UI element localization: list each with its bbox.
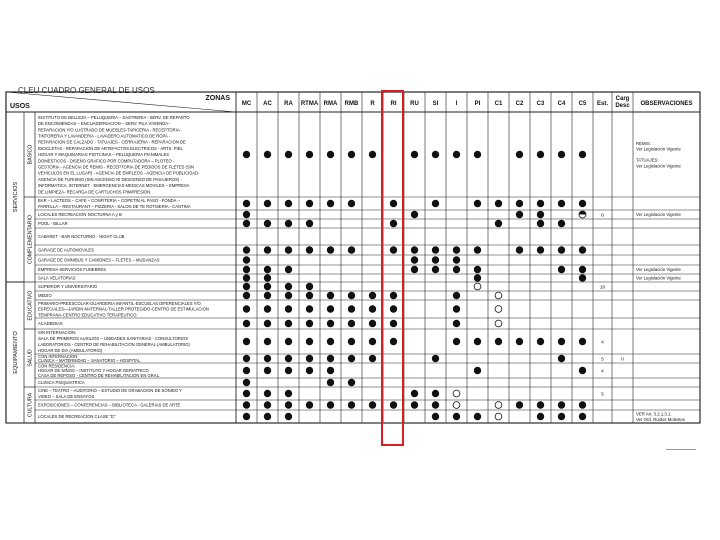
header-diagonal	[6, 92, 236, 112]
filled-dot-mark	[306, 320, 313, 327]
filled-dot-mark	[432, 200, 439, 207]
filled-dot-mark	[306, 151, 313, 158]
observation-text: REMIS:	[636, 140, 651, 146]
filled-dot-mark	[243, 355, 250, 362]
filled-dot-mark	[243, 256, 250, 263]
filled-dot-mark	[264, 338, 271, 345]
open-dot-mark	[453, 390, 460, 397]
filled-dot-mark	[264, 266, 271, 273]
observation-text: Ver Legislación Vigente	[636, 267, 681, 273]
observation-text: TATUAJES:	[636, 157, 659, 163]
filled-dot-mark	[264, 401, 271, 408]
filled-dot-mark	[264, 246, 271, 253]
group-label: EDUCATIVO	[27, 290, 34, 321]
use-text: BAR – LACTEOS – CAFE – CONFITERIA – COPETIN AL PASO - FONDA –	[38, 198, 180, 204]
use-text: MEDIO	[38, 293, 52, 299]
filled-dot-mark	[369, 355, 376, 362]
filled-dot-mark	[432, 256, 439, 263]
filled-dot-mark	[453, 246, 460, 253]
header-col-10: I	[455, 101, 458, 107]
use-text: CLINICA – MATERNIDAD – SANATORIO – HOSPITAL	[38, 358, 141, 364]
filled-dot-mark	[285, 292, 292, 299]
filled-dot-mark	[306, 401, 313, 408]
filled-dot-mark	[453, 151, 460, 158]
filled-dot-mark	[243, 413, 250, 420]
filled-dot-mark	[348, 338, 355, 345]
filled-dot-mark	[348, 379, 355, 386]
filled-dot-mark	[264, 305, 271, 312]
filled-dot-mark	[327, 367, 334, 374]
filled-dot-mark	[348, 292, 355, 299]
use-text: DOMESTICOS - DISEÑO GRAFICO POR COMPUTADORA – PLOTEO -	[38, 158, 175, 164]
page-top-cut-text: CLEU CUADRO GENERAL DE USOS	[18, 86, 155, 95]
filled-dot-mark	[285, 305, 292, 312]
use-text: TINTORERIA Y LAVANDERIA - LAVADERO AUTOMATICO DE ROPA -	[38, 133, 171, 139]
filled-dot-mark	[243, 274, 250, 281]
filled-dot-mark	[390, 220, 397, 227]
filled-dot-mark	[390, 320, 397, 327]
header-col-14: C3	[536, 101, 545, 107]
use-text: LOCALES RECREACION NOCTURNA A y B	[38, 212, 122, 218]
carg-value: II	[621, 357, 624, 363]
use-text: SUPERIOR Y UNIVERSITARIO	[38, 284, 98, 290]
filled-dot-mark	[243, 320, 250, 327]
filled-dot-mark	[390, 401, 397, 408]
use-text: LABORATORIOS - CENTRO DE REHABILITACION GENERAL (AMBULATORIO)	[38, 342, 190, 348]
filled-dot-mark	[558, 246, 565, 253]
header-col-4: RMA	[323, 101, 338, 107]
filled-dot-mark	[243, 401, 250, 408]
filled-dot-mark	[537, 246, 544, 253]
filled-dot-mark	[432, 266, 439, 273]
filled-dot-mark	[285, 283, 292, 290]
filled-dot-mark	[243, 283, 250, 290]
header-col-0: MC	[241, 101, 252, 107]
filled-dot-mark	[558, 401, 565, 408]
filled-dot-mark	[243, 211, 250, 218]
use-text: PARRILLA – RESTAURANT – PIZZERIA - SALON DE TE ROTISERIA - CANTINA	[38, 204, 191, 210]
filled-dot-mark	[432, 151, 439, 158]
filled-dot-mark	[306, 200, 313, 207]
filled-dot-mark	[474, 266, 481, 273]
filled-dot-mark	[474, 246, 481, 253]
header-col-3: RTMA	[300, 101, 319, 107]
filled-dot-mark	[348, 305, 355, 312]
filled-dot-mark	[306, 246, 313, 253]
filled-dot-mark	[264, 355, 271, 362]
filled-dot-mark	[390, 292, 397, 299]
filled-dot-mark	[327, 200, 334, 207]
use-text: CASA DE REPOSO - CENTRO DE REHABILITACION EN GRAL.	[38, 372, 161, 378]
filled-dot-mark	[327, 151, 334, 158]
filled-dot-mark	[243, 379, 250, 386]
filled-dot-mark	[453, 292, 460, 299]
filled-dot-mark	[474, 274, 481, 281]
group-label: BASICO	[27, 144, 34, 165]
observation-text: Ver Legislación Vigente	[636, 163, 681, 169]
filled-dot-mark	[453, 320, 460, 327]
filled-dot-mark	[285, 151, 292, 158]
filled-dot-mark	[327, 292, 334, 299]
filled-dot-mark	[411, 211, 418, 218]
filled-dot-mark	[243, 246, 250, 253]
filled-dot-mark	[264, 413, 271, 420]
filled-dot-mark	[390, 305, 397, 312]
category-label: SERVICIOS	[13, 181, 19, 213]
filled-dot-mark	[537, 401, 544, 408]
header-col-18-b: Desc	[615, 103, 630, 109]
header-col-17: Est.	[596, 101, 609, 107]
filled-dot-mark	[369, 338, 376, 345]
header-col-18: Carg	[615, 96, 630, 102]
filled-dot-mark	[516, 246, 523, 253]
use-text: INFORMATICA, INTERNET - EMERGENCIAS MEDICAS MOVILES – EMPRESA	[38, 183, 190, 189]
est-value: 10	[599, 285, 606, 291]
filled-dot-mark	[285, 338, 292, 345]
header-col-15: C4	[557, 101, 566, 107]
filled-dot-mark	[243, 200, 250, 207]
filled-dot-mark	[264, 200, 271, 207]
filled-dot-mark	[558, 220, 565, 227]
header-col-8: RU	[410, 101, 419, 107]
filled-dot-mark	[306, 283, 313, 290]
filled-dot-mark	[243, 390, 250, 397]
filled-dot-mark	[558, 413, 565, 420]
filled-dot-mark	[474, 367, 481, 374]
filled-dot-mark	[390, 338, 397, 345]
filled-dot-mark	[306, 367, 313, 374]
filled-dot-mark	[537, 200, 544, 207]
use-text: DE LIMPIEZA- RECARGA DE CARTUCHOS P/IMPRESION	[38, 189, 151, 195]
use-text: HOGAR DE NIÑOS – INSTITUTO Y HOGAR GERIATRICO	[38, 368, 149, 374]
filled-dot-mark	[579, 200, 586, 207]
open-dot-mark	[495, 402, 502, 409]
filled-dot-mark	[306, 338, 313, 345]
filled-dot-mark	[537, 220, 544, 227]
use-text: POOL - BILLAR	[38, 221, 68, 227]
filled-dot-mark	[579, 338, 586, 345]
header-col-11: PI	[474, 101, 481, 107]
use-text: ACADEMIAS	[38, 321, 63, 327]
filled-dot-mark	[579, 413, 586, 420]
open-dot-mark	[495, 320, 502, 327]
filled-dot-mark	[264, 151, 271, 158]
use-text: ESPECIALES—JARDIN MATERNAL-TALLER PROTEGIDO-CENTRO DE ESTIMULACION	[38, 306, 209, 312]
filled-dot-mark	[474, 413, 481, 420]
use-text: TEMPRANA-CENTRO EDUCATIVO TERAPEUTICO	[38, 312, 137, 318]
filled-dot-mark	[579, 274, 586, 281]
filled-dot-mark	[306, 220, 313, 227]
filled-dot-mark	[348, 151, 355, 158]
filled-dot-mark	[369, 292, 376, 299]
use-text: GESTORIA - AGENCIA DE REMIS - RECEPTORIA DE PEDIDOS DE FLETES (SIN	[38, 164, 194, 170]
est-value: 5	[601, 392, 604, 398]
filled-dot-mark	[411, 151, 418, 158]
use-text: BICICLETAS - REPARACION DE ARTEFACTOS ELECTRICOS - ARTS. PIEL	[38, 145, 183, 151]
filled-dot-mark	[474, 338, 481, 345]
est-value: 4	[601, 369, 604, 375]
filled-dot-mark	[369, 305, 376, 312]
header-col-7: RI	[390, 101, 397, 107]
filled-dot-mark	[285, 266, 292, 273]
use-text: CABARET - BAR NOCTURNO - NIGHT CLUB	[38, 234, 125, 240]
filled-dot-mark	[495, 200, 502, 207]
use-text: CON INTERNACION:	[38, 354, 79, 360]
filled-dot-mark	[558, 151, 565, 158]
filled-dot-mark	[264, 320, 271, 327]
filled-dot-mark	[243, 367, 250, 374]
filled-dot-mark	[579, 401, 586, 408]
use-text: REPARACION Y/O LUSTRADO DE MUEBLES-TAPICERIA - RECEPTORIA -	[38, 127, 182, 133]
filled-dot-mark	[285, 390, 292, 397]
filled-dot-mark	[243, 305, 250, 312]
filled-dot-mark	[243, 338, 250, 345]
filled-dot-mark	[558, 200, 565, 207]
table-grid	[4, 86, 714, 448]
filled-dot-mark	[411, 266, 418, 273]
filled-dot-mark	[453, 413, 460, 420]
zoning-uses-table	[4, 86, 714, 448]
filled-dot-mark	[495, 338, 502, 345]
header-usos-label: USOS	[10, 103, 30, 110]
filled-dot-mark	[432, 413, 439, 420]
filled-dot-mark	[537, 151, 544, 158]
observation-text: Ver Legislación Vigente	[636, 275, 681, 281]
filled-dot-mark	[474, 200, 481, 207]
filled-dot-mark	[285, 355, 292, 362]
filled-dot-mark	[264, 367, 271, 374]
use-text: CON RESIDENCIA:	[38, 363, 76, 369]
filled-dot-mark	[285, 200, 292, 207]
header-col-6: R	[370, 101, 375, 107]
use-text: REPARACION DE CALZADO - TATUAJES - CERRAJERIA - REPARACION DE	[38, 139, 186, 145]
filled-dot-mark	[306, 355, 313, 362]
filled-dot-mark	[579, 246, 586, 253]
filled-dot-mark	[558, 338, 565, 345]
filled-dot-mark	[411, 256, 418, 263]
header-col-19: OBSERVACIONES	[640, 101, 693, 107]
filled-dot-mark	[264, 283, 271, 290]
filled-dot-mark	[537, 338, 544, 345]
filled-dot-mark	[537, 211, 544, 218]
group-label: COMPLEMENTARIO	[27, 215, 34, 264]
filled-dot-mark	[243, 220, 250, 227]
filled-dot-mark	[264, 274, 271, 281]
filled-dot-mark	[243, 292, 250, 299]
open-dot-mark	[495, 292, 502, 299]
group-label: SALUD	[27, 349, 34, 367]
filled-dot-mark	[516, 200, 523, 207]
filled-dot-mark	[348, 200, 355, 207]
filled-dot-mark	[327, 246, 334, 253]
use-text: VEHICULOS EN EL LUGAR) - AGENCIA DE EMPLEOS - AGENCIA DE PUBLICIDAD-	[38, 170, 200, 176]
filled-dot-mark	[285, 413, 292, 420]
header-col-9: SI	[432, 101, 439, 107]
use-text: CLINICA PSIQUIATRICA	[38, 380, 85, 386]
filled-dot-mark	[579, 151, 586, 158]
est-value: 5	[601, 357, 604, 363]
filled-dot-mark	[285, 367, 292, 374]
use-text: EXPOSICIONES – CONFERENCIAS – BIBLIOTECA - GALERIAS DE ARTE	[38, 402, 181, 408]
filled-dot-mark	[327, 305, 334, 312]
open-dot-mark	[474, 283, 481, 290]
filled-dot-mark	[243, 266, 250, 273]
filled-dot-mark	[369, 320, 376, 327]
filled-dot-mark	[306, 292, 313, 299]
filled-dot-mark	[327, 320, 334, 327]
filled-dot-mark	[369, 151, 376, 158]
filled-dot-mark	[432, 246, 439, 253]
use-text: PRIMARIO-PREESCOLAR-GUARDERIA INFANTIL-ESCUELAS DIFERENCIALES Y/O	[38, 300, 201, 306]
use-text: SIN INTERNACION:	[38, 330, 77, 336]
category-label: EQUIPAMIENTO	[13, 331, 19, 374]
use-text: DE ENCOMIENDAS – ENCUADERNACION – SERV. PILA VIVIENDA-	[38, 121, 170, 127]
filled-dot-mark	[390, 246, 397, 253]
filled-dot-mark	[432, 355, 439, 362]
open-dot-mark	[453, 402, 460, 409]
filled-dot-mark	[558, 355, 565, 362]
filled-dot-mark	[495, 220, 502, 227]
observation-text: VER Art. 3.2.1.3.1.	[636, 411, 672, 417]
filled-dot-mark	[411, 401, 418, 408]
filled-dot-mark	[453, 256, 460, 263]
est-value: 4	[601, 340, 604, 346]
filled-dot-mark	[264, 390, 271, 397]
group-label: CULTURA	[27, 392, 34, 418]
filled-dot-mark	[516, 211, 523, 218]
use-text: CINE – TEATRO – AUDITORIO – ESTUDIO DE GRABACION DE SONIDO Y	[38, 388, 182, 394]
filled-dot-mark	[411, 390, 418, 397]
filled-dot-mark	[285, 401, 292, 408]
filled-dot-mark	[285, 220, 292, 227]
use-text: INSTITUTO DE BELLEZA – PELUQUERIA – SASTRERIA - SERV. DE REPARTO	[38, 114, 190, 120]
use-text: HOGAR DE DIA (AMBULATORIO)	[38, 348, 103, 354]
observation-text: Ver Legislación Vigente	[636, 212, 681, 218]
filled-dot-mark	[390, 200, 397, 207]
filled-dot-mark	[327, 379, 334, 386]
use-text: VIDEO – SALA DE ENSAYOS	[38, 394, 95, 400]
filled-dot-mark	[327, 401, 334, 408]
header-col-2: RA	[284, 101, 293, 107]
est-value: 8	[601, 213, 604, 219]
filled-dot-mark	[453, 305, 460, 312]
filled-dot-mark	[306, 305, 313, 312]
use-text: GARAGE DE OMNIBUS Y CAMIONES – FLETES – MUDANZAS	[38, 257, 160, 263]
filled-dot-mark	[327, 338, 334, 345]
use-text: AGENCIA DE TURISMO (SIN ASCENSO NI DESCENSO DE PASAJEROS) -	[38, 176, 182, 182]
filled-dot-mark	[285, 246, 292, 253]
filled-dot-mark	[285, 320, 292, 327]
page-dash-mark	[666, 449, 696, 450]
header-zonas-label: ZONAS	[205, 95, 230, 102]
filled-dot-mark	[579, 367, 586, 374]
observation-text: Ver Legislación Vigente	[636, 146, 681, 152]
use-text: LOCALES DE RECREACION CLASE "D"	[38, 414, 116, 420]
filled-dot-mark	[411, 246, 418, 253]
filled-dot-mark	[579, 266, 586, 273]
filled-dot-mark	[264, 220, 271, 227]
header-col-12: C1	[494, 101, 503, 107]
filled-dot-mark	[516, 401, 523, 408]
filled-dot-mark	[348, 246, 355, 253]
open-dot-mark	[495, 413, 502, 420]
header-col-5: RMB	[344, 101, 359, 107]
header-col-16: C5	[578, 101, 587, 107]
observation-text: Ver Ord. Ruidos Molestos	[636, 416, 685, 422]
header-col-1: AC	[263, 101, 272, 107]
filled-dot-mark	[243, 151, 250, 158]
filled-dot-mark	[348, 320, 355, 327]
filled-dot-mark	[432, 401, 439, 408]
filled-dot-mark	[537, 413, 544, 420]
filled-dot-mark	[453, 338, 460, 345]
header-col-13: C2	[515, 101, 524, 107]
filled-dot-mark	[516, 338, 523, 345]
filled-dot-mark	[369, 401, 376, 408]
filled-dot-mark	[453, 266, 460, 273]
filled-dot-mark	[474, 151, 481, 158]
filled-dot-mark	[348, 401, 355, 408]
open-dot-mark	[495, 306, 502, 313]
filled-dot-mark	[558, 266, 565, 273]
use-text: SALA DE PRIMEROS AUXILIOS – UNIDADES SANITARIAS - CONSULTORIOS	[38, 336, 189, 342]
filled-dot-mark	[432, 390, 439, 397]
filled-dot-mark	[327, 355, 334, 362]
use-text: HOGAR Y MAQUINARIAS PIOTCINAS – PELUQUERIA PIANIMALES	[38, 152, 170, 158]
use-text: EMPRESA SERVICIOS FUNEBRES	[38, 267, 107, 273]
filled-dot-mark	[264, 292, 271, 299]
filled-dot-mark	[348, 355, 355, 362]
use-text: GARAGE DE AUTOMOVILES	[38, 247, 95, 253]
use-text: SALA VELATORIAS	[38, 275, 76, 281]
filled-dot-mark	[516, 151, 523, 158]
